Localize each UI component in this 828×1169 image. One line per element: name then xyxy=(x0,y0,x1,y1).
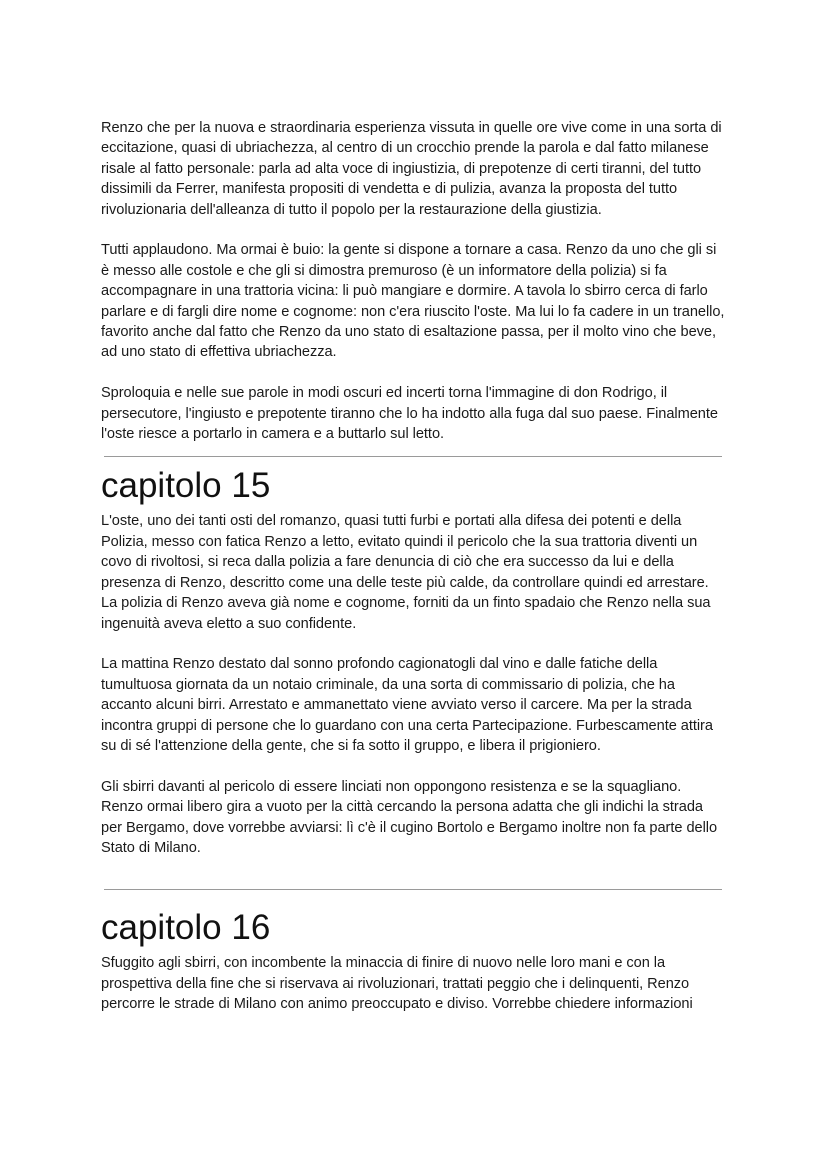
intro-paragraph-3: Sproloquia e nelle sue parole in modi oscuri ed incerti torna l'immagine di don Rodrigo, il persecutore, l'ingiusto e prepotente tiranno che lo ha indotto alla fuga dal suo paese. Finalmente l'oste riesce a portarlo in camera e a buttarlo sul letto. xyxy=(101,385,718,443)
chapter-15-heading: capitolo 15 xyxy=(101,466,271,506)
paragraph-gap xyxy=(101,756,727,776)
chapter-15-paragraph-3: Gli sbirri davanti al pericolo di essere linciati non oppongono resistenza e se la squagliano. Renzo ormai libero gira a vuoto per la città cercando la persona adatta che gli indichi la strada per Bergamo, dove vorrebbe avviarsi: lì c'è il cugino Bortolo e Bergamo inoltre non fa parte dello Stato di Milano. xyxy=(101,778,718,856)
document-page xyxy=(101,118,727,1015)
chapter-16-heading: capitolo 16 xyxy=(101,908,271,948)
paragraph-gap xyxy=(101,363,727,383)
paragraph-gap xyxy=(101,220,727,240)
intro-paragraph-2: Tutti applaudono. Ma ormai è buio: la gente si dispone a tornare a casa. Renzo da uno che gli si è messo alle costole e che gli si dimostra premuroso (è un informatore della polizia) si fa accompagnare in una trattoria vicina: li può mangiare e dormire. A tavola lo sbirro cerca di farlo parlare e di fargli dire nome e cognome: non c'era riuscito l'oste. Ma lui lo fa cadere in un tranello, favorito anche dal fatto che Renzo da uno stato di esaltazione passa, per il molto vino che beve, ad uno stato di effettiva ubriachezza. xyxy=(101,242,725,361)
chapter-15-paragraph-2: La mattina Renzo destato dal sonno profondo cagionatogli dal vino e dalle fatiche della tumultuosa giornata da un notaio criminale, da una sorta di commissario di polizia, che ha accanto alcuni birri. Arrestato e ammanettato viene avviato verso il carcere. Ma per la strada incontra gruppi di persone che lo guardano con una certa Partecipazione. Furbescamente attira su di sé l'attenzione della gente, che si fa sotto il gruppo, e libera il prigioniero. xyxy=(101,656,713,754)
chapter-15-paragraph-1: L'oste, uno dei tanti osti del romanzo, quasi tutti furbi e portati alla difesa dei potenti e della Polizia, messo con fatica Renzo a letto, evitato quindi il pericolo che la sua trattoria diventi un covo di rivoltosi, si reca dalla polizia a fare denuncia di ciò che era successo da lui e della presenza di Renzo, descritto come una delle teste più calde, da controllare quindi ed arrestare. La polizia di Renzo aveva già nome e cognome, forniti da un finto spadaio che Renzo nella sua ingenuità aveva eletto a suo confidente. xyxy=(101,513,711,632)
intro-paragraph-1: Renzo che per la nuova e straordinaria esperienza vissuta in quelle ore vive come in una sorta di eccitazione, quasi di ubriachezza, al centro di un crocchio prende la parola e dal fatto milanese risale al fatto personale: parla ad alta voce di ingiustizia, di prepotenze di certi tiranni, del tutto dissimili da Ferrer, manifesta propositi di vendetta e di pulizia, avanza la proposta del tutto rivoluzionaria dell'alleanza di tutto il popolo per la restaurazione della giustizia. xyxy=(101,120,722,218)
chapter-16-paragraph-1: Sfuggito agli sbirri, con incombente la minaccia di finire di nuovo nelle loro mani e con la prospettiva della fine che si riservava ai rivoluzionari, trattati peggio che i delinquenti, Renzo percorre le strade di Milano con animo preoccupato e diviso. Vorrebbe chiedere informazioni xyxy=(101,955,693,1013)
paragraph-gap xyxy=(101,634,727,654)
